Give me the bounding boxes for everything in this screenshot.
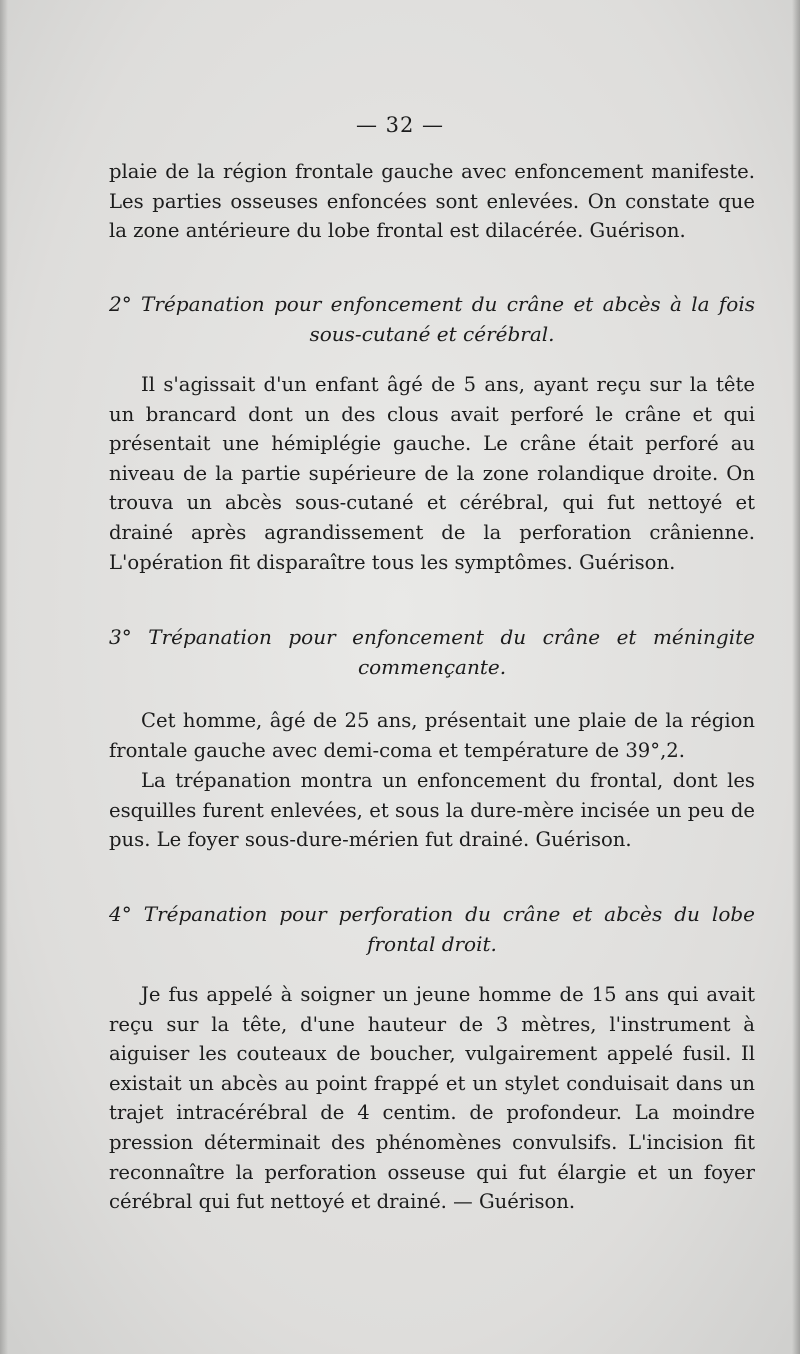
page-number: — 32 — (355, 113, 445, 137)
paragraph-case-2: Il s'agissait d'un enfant âgé de 5 ans, ayant reçu sur la tête un brancard dont un des clous avait perforé le crâne et qui présentait une hémiplégie gauche. Le crâne était perforé au niveau de la partie supérieure de la zone rolandique droite. On trouva un abcès sous-cutané et cérébral, qui fut nettoyé et drainé après agrandissement de la perforation crânienne. L'opération fit disparaître tous les symptômes. Guérison. (109, 373, 755, 574)
section-heading-4-line1: 4° Trépanation pour perforation du crâne et abcès du lobe (109, 902, 755, 926)
section-heading-3-line2: commençante. (357, 655, 507, 679)
section-heading-4 (109, 899, 755, 959)
page-left-edge-shadow (0, 0, 8, 1354)
paragraph-case-3b: La trépanation montra un enfoncement du frontal, dont les esquilles furent enlevées, et sous la dure-mère incisée un peu de pus. Le foyer sous-dure-mérien fut drainé. Guérison. (109, 769, 755, 852)
page-right-edge-shadow (792, 0, 800, 1354)
paragraph-case-4: Je fus appelé à soigner un jeune homme de 15 ans qui avait reçu sur la tête, d'une hauteur de 3 mètres, l'instrument à aiguiser les couteaux de boucher, vulgairement appelé fusil. Il existait un abcès au point frappé et un stylet conduisait dans un trajet intracérébral de 4 centim. de profondeur. La moindre pression déterminait des phénomènes convulsifs. L'incision fit reconnaître la perforation osseuse qui fut élargie et un foyer cérébral qui fut nettoyé et drainé. — Guérison. (109, 983, 755, 1214)
paragraph-continued: plaie de la région frontale gauche avec enfoncement manifeste. Les parties osseuses enfoncées sont enlevées. On constate que la zone antérieure du lobe frontal est dilacérée. Guérison. (109, 160, 755, 243)
section-heading-3-line1: 3° Trépanation pour enfoncement du crâne et méningite (109, 625, 755, 649)
paragraph-case-3a: Cet homme, âgé de 25 ans, présentait une plaie de la région frontale gauche avec demi-coma et température de 39°,2. (109, 709, 755, 762)
section-heading-4-line2: frontal droit. (367, 932, 497, 956)
section-heading-2-line1: 2° Trépanation pour enfoncement du crâne et abcès à la fois (109, 292, 755, 316)
section-heading-2-line2: sous-cutané et cérébral. (309, 322, 555, 346)
section-heading-2 (109, 289, 755, 349)
section-heading-3 (109, 622, 755, 682)
